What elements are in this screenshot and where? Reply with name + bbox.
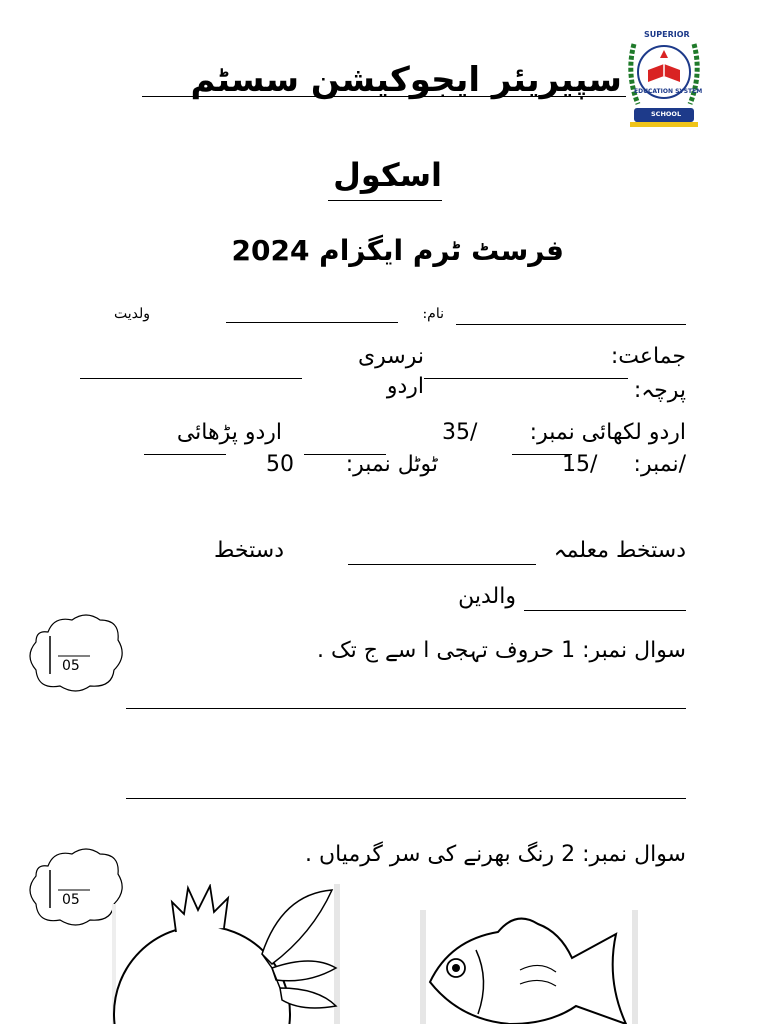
reading-marks-word: /نمبر: [633,452,686,477]
parents-signature-label: دستخط [214,538,284,563]
title-underline [142,96,626,97]
teacher-signature-blank [348,564,536,565]
writing-marks-label: اردو لکھائی نمبر: [529,420,686,445]
question-2-marks-cloud [28,846,124,928]
reading-blank [144,454,226,455]
name-label: نام: [422,306,444,322]
question-2-text: سوال نمبر: 2 رنگ بھرنے کی سر گرمیاں . [304,842,686,867]
pomegranate-icon [112,884,342,1024]
teacher-signature-label: دستخط معلمہ [553,538,686,563]
question-1-marks: 05 [62,658,80,674]
fish-image [420,910,640,1024]
system-title: سپیریئر ایجوکیشن سسٹم [190,60,622,100]
logo-ring-text: EDUCATION SYSTEM [634,88,703,95]
reading-marks-label: اردو پڑھائی [176,420,282,445]
paper-value: اردو [386,374,424,399]
total-marks-label: ٹوٹل نمبر: [345,452,438,477]
exam-title: فرسٹ ٹرم ایگزام 2024 [231,234,564,267]
answer-line-1 [126,708,686,709]
fish-icon [420,910,640,1024]
total-marks-value: 50 [266,452,294,477]
school-logo [624,24,704,128]
parents-signature-blank [524,610,686,611]
extra-blank [80,378,302,379]
cloud-icon [28,612,124,694]
question-1-marks-cloud [28,612,124,694]
answer-line-2 [126,798,686,799]
class-blank [424,378,628,379]
father-blank [226,322,398,323]
school-underline [328,200,442,201]
school-title: اسکول [333,156,442,194]
class-label: جماعت: [610,344,686,369]
parents-label: والدین [458,584,516,609]
cloud-icon [28,846,124,928]
logo-top-text: SUPERIOR [644,30,690,39]
question-2-marks: 05 [62,892,80,908]
name-blank [456,324,686,325]
pomegranate-image [112,884,342,1024]
paper-label: پرچہ: [633,378,686,403]
writing-marks-value: 35/ [442,420,478,445]
father-label: ولدیت [113,306,150,322]
reading-marks-value: 15/ [562,452,598,477]
class-value: نرسری [357,344,424,369]
logo-bottom-text: SCHOOL [651,110,682,118]
question-1-text: سوال نمبر: 1 حروف تہجی ا سے ج تک . [316,638,686,663]
